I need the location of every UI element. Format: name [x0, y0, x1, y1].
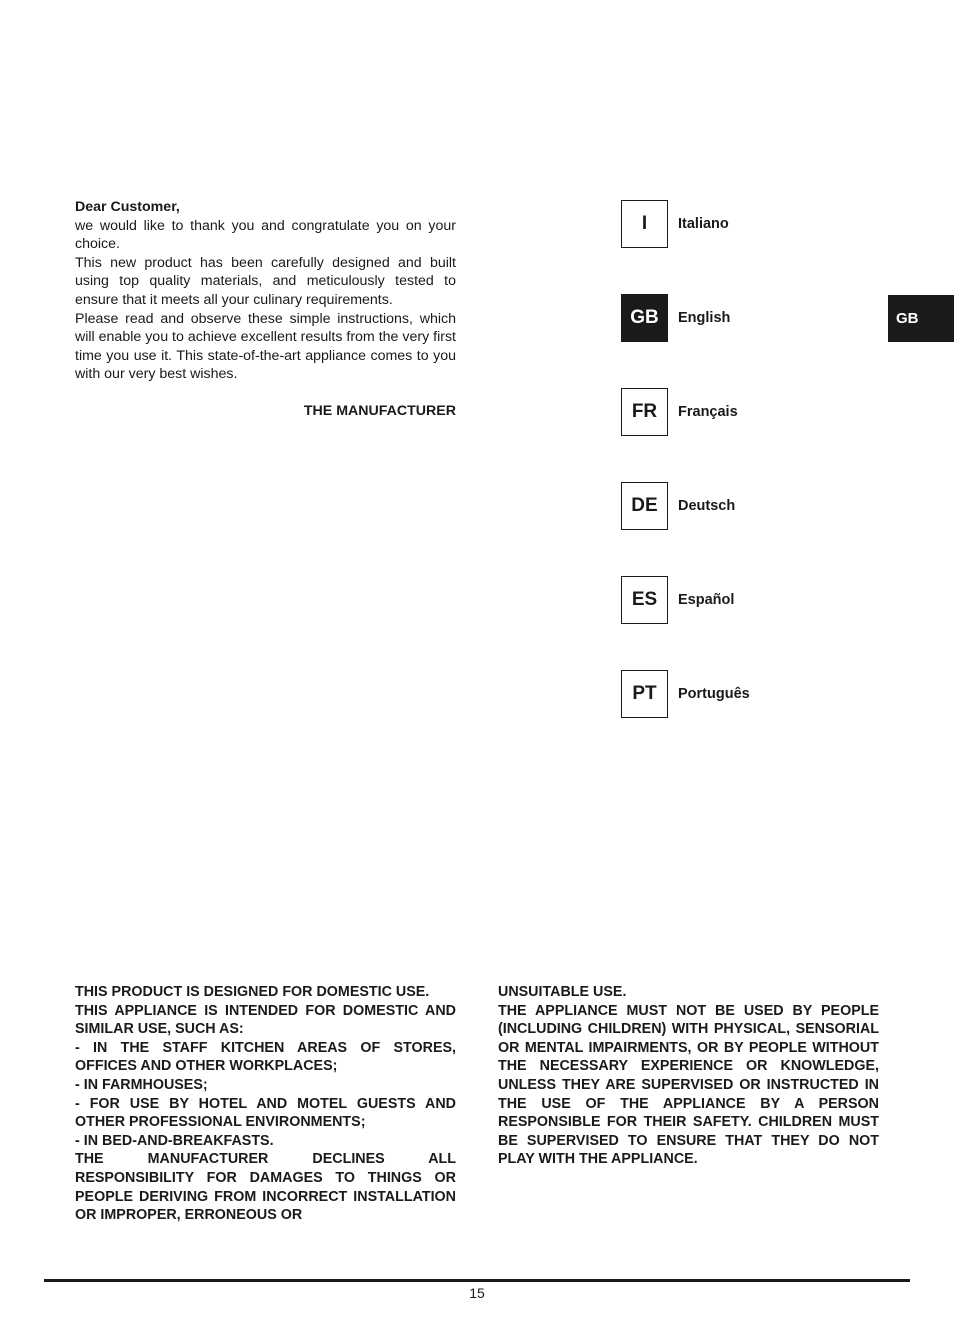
language-code: GB: [621, 294, 668, 342]
section-tab-gb: GB: [888, 295, 954, 342]
intro-paragraph-3: Please read and observe these simple instructions, which will enable you to achieve excellent results from the very first time you use it. This state-of-the-art appliance comes to you with our very best wishes.: [75, 310, 456, 383]
notice-line: THIS APPLIANCE IS INTENDED FOR DOMESTIC AND SIMILAR USE, SUCH AS:: [75, 1002, 456, 1038]
language-code: DE: [621, 482, 668, 530]
notice-line: THE APPLIANCE MUST NOT BE USED BY PEOPLE (INCLUDING CHILDREN) WITH PHYSICAL, SENSORIAL OR MENTAL IMPAIRMENTS, OR BY PEOPLE WITHOUT THE NECESSARY EXPERIENCE OR KNOWLEDGE, UNLESS THEY ARE SUPERVISED OR INSTRUCTED IN THE USE OF THE APPLIANCE BY A PERSON RESPONSIBLE FOR THEIR SAFETY. CHILDREN MUST BE SUPERVISED TO ENSURE THAT THEY DO NOT PLAY WITH THE APPLIANCE.: [498, 1002, 879, 1168]
language-name: Português: [678, 686, 750, 702]
safety-notice: [498, 983, 879, 1169]
intro-paragraph-2: This new product has been carefully designed and built using top quality materials, and meticulously tested to ensure that it meets all your culinary requirements.: [75, 254, 456, 308]
page-number: 15: [469, 1285, 485, 1301]
notice-line: THE MANUFACTURER DECLINES ALL RESPONSIBILITY FOR DAMAGES TO THINGS OR PEOPLE DERIVING FROM INCORRECT INSTALLATION OR IMPROPER, ERRONEOUS OR: [75, 1151, 456, 1224]
notice-line: - IN FARMHOUSES;: [75, 1076, 208, 1093]
notice-line: - IN THE STAFF KITCHEN AREAS OF STORES, OFFICES AND OTHER WORKPLACES;: [75, 1039, 456, 1075]
language-code: PT: [621, 670, 668, 718]
notice-line: UNSUITABLE USE.: [498, 984, 627, 1000]
language-name: Français: [678, 404, 738, 420]
language-item-italiano[interactable]: [621, 200, 729, 248]
intro-paragraph-1: we would like to thank you and congratulate you on your choice.: [75, 217, 456, 253]
footer-rule: [44, 1279, 910, 1282]
language-code: FR: [621, 388, 668, 436]
language-item-espanol[interactable]: [621, 576, 734, 624]
language-name: Italiano: [678, 216, 729, 232]
language-name: English: [678, 310, 731, 326]
language-item-francais[interactable]: [621, 388, 738, 436]
language-item-deutsch[interactable]: [621, 482, 735, 530]
greeting: Dear Customer,: [75, 199, 180, 215]
intro-letter: [75, 198, 456, 421]
notice-line: THIS PRODUCT IS DESIGNED FOR DOMESTIC USE.: [75, 984, 430, 1000]
language-code: ES: [621, 576, 668, 624]
language-code: I: [621, 200, 668, 248]
signature: THE MANUFACTURER: [303, 402, 456, 419]
language-name: Deutsch: [678, 498, 736, 514]
language-name: Español: [678, 592, 735, 608]
notice-line: - FOR USE BY HOTEL AND MOTEL GUESTS AND OTHER PROFESSIONAL ENVIRONMENTS;: [75, 1095, 456, 1131]
language-item-portugues[interactable]: [621, 670, 750, 718]
domestic-use-notice: [75, 983, 456, 1225]
notice-line: - IN BED-AND-BREAKFASTS.: [75, 1132, 274, 1149]
language-item-english[interactable]: [621, 294, 730, 342]
